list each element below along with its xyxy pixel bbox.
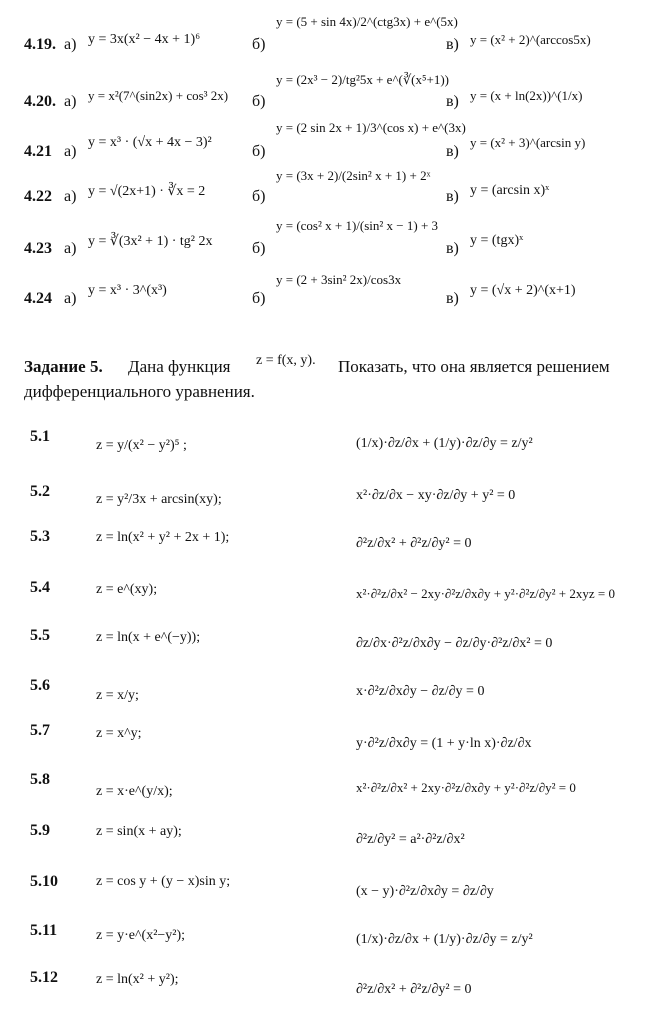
problem-number: 4.21 — [24, 143, 52, 160]
part-label: в) — [446, 93, 459, 110]
function: z = x/y; — [96, 688, 139, 703]
problem-number: 5.4 — [30, 579, 50, 596]
part-label: б) — [252, 143, 266, 160]
equation: x²·∂²z/∂x² − 2xy·∂²z/∂x∂y + y²·∂²z/∂y² + 2xyz = 0 — [356, 586, 615, 601]
part-label: в) — [446, 188, 459, 205]
problem-number: 5.12 — [30, 969, 58, 986]
function: z = cos y + (y − x)sin y; — [96, 874, 231, 889]
part-label: а) — [64, 240, 77, 257]
task-text: Дана функция — [128, 357, 231, 376]
part-label: б) — [252, 240, 266, 257]
part-label: в) — [446, 240, 459, 257]
equation: ∂z/∂x·∂²z/∂x∂y − ∂z/∂y·∂²z/∂x² = 0 — [356, 636, 553, 651]
part-label: а) — [64, 143, 77, 160]
problem-number: 4.22 — [24, 188, 52, 205]
problem-number: 5.5 — [30, 627, 50, 644]
problem-number: 5.6 — [30, 677, 50, 694]
part-label: б) — [252, 188, 266, 205]
part-label: б) — [252, 290, 266, 307]
problem-number: 4.19. — [24, 36, 56, 53]
formula: y = (tgx)ˣ — [470, 233, 524, 248]
formula: y = (x² + 3)^(arcsin y) — [470, 135, 586, 150]
equation: x²·∂z/∂x − xy·∂z/∂y + y² = 0 — [356, 488, 516, 503]
problem-number: 4.24 — [24, 290, 52, 307]
formula: y = (√x + 2)^(x+1) — [470, 283, 576, 298]
function: z = e^(xy); — [96, 582, 158, 597]
equation: x²·∂²z/∂x² + 2xy·∂²z/∂x∂y + y²·∂²z/∂y² = 0 — [356, 780, 576, 795]
function: z = y·e^(x²−y²); — [96, 928, 186, 943]
task-text: дифференциального уравнения. — [24, 382, 255, 401]
formula: y = ∛(3x² + 1) · tg² 2x — [88, 234, 213, 249]
equation: x·∂²z/∂x∂y − ∂z/∂y = 0 — [356, 684, 485, 699]
problem-number: 4.20. — [24, 93, 56, 110]
task-function: z = f(x, y). — [256, 353, 316, 368]
part-label: а) — [64, 290, 77, 307]
function: z = ln(x + e^(−y)); — [96, 630, 201, 645]
part-label: а) — [64, 36, 77, 53]
equation: y·∂²z/∂x∂y = (1 + y·ln x)·∂z/∂x — [356, 736, 532, 751]
function: z = ln(x² + y² + 2x + 1); — [96, 530, 230, 545]
formula: y = √(2x+1) · ∛x = 2 — [88, 184, 206, 199]
problem-number: 5.7 — [30, 722, 50, 739]
problem-number: 5.11 — [30, 922, 58, 939]
formula: y = x³ · (√x + 4x − 3)² — [88, 135, 212, 150]
function: z = sin(x + ay); — [96, 824, 182, 839]
equation: (1/x)·∂z/∂x + (1/y)·∂z/∂y = z/y² — [356, 932, 533, 947]
formula: y = (2 + 3sin² 2x)/cos3x — [276, 272, 402, 287]
formula: y = (5 + sin 4x)/2^(ctg3x) + e^(5x) — [276, 14, 458, 29]
equation: (1/x)·∂z/∂x + (1/y)·∂z/∂y = z/y² — [356, 436, 533, 451]
problem-number: 5.9 — [30, 822, 50, 839]
part-label: а) — [64, 93, 77, 110]
part-label: в) — [446, 143, 459, 160]
problem-number: 5.10 — [30, 873, 58, 890]
formula: y = (2 sin 2x + 1)/3^(cos x) + e^(3x) — [276, 120, 466, 135]
task-text: Показать, что она является решением — [338, 357, 610, 376]
part-label: в) — [446, 36, 459, 53]
part-label: в) — [446, 290, 459, 307]
equation: ∂²z/∂x² + ∂²z/∂y² = 0 — [356, 982, 472, 997]
part-label: а) — [64, 188, 77, 205]
function: z = ln(x² + y²); — [96, 972, 179, 987]
formula: y = (x² + 2)^(arccos5x) — [470, 32, 591, 47]
problem-number: 5.8 — [30, 771, 50, 788]
function: z = y²/3x + arcsin(xy); — [96, 492, 222, 507]
equation: (x − y)·∂²z/∂x∂y = ∂z/∂y — [356, 884, 494, 899]
formula: y = (arcsin x)ˣ — [470, 183, 550, 198]
formula: y = 3x(x² − 4x + 1)⁶ — [88, 32, 201, 47]
problem-number: 5.1 — [30, 428, 50, 445]
problem-number: 4.23 — [24, 240, 52, 257]
function: z = x^y; — [96, 726, 142, 741]
formula: y = (x + ln(2x))^(1/x) — [470, 88, 583, 103]
function: z = x·e^(y/x); — [96, 784, 173, 799]
problem-number: 5.3 — [30, 528, 50, 545]
function: z = y/(x² − y²)⁵ ; — [96, 438, 187, 453]
equation: ∂²z/∂y² = a²·∂²z/∂x² — [356, 832, 465, 847]
part-label: б) — [252, 93, 266, 110]
formula: y = (cos² x + 1)/(sin² x − 1) + 3 — [276, 218, 439, 233]
formula: y = x²(7^(sin2x) + cos³ 2x) — [88, 88, 229, 103]
formula: y = x³ · 3^(x³) — [88, 283, 167, 298]
formula: y = (2x³ − 2)/tg²5x + e^(∛(x⁵+1)) — [276, 72, 450, 87]
problem-number: 5.2 — [30, 483, 50, 500]
task-title: Задание 5. — [24, 357, 103, 376]
part-label: б) — [252, 36, 266, 53]
equation: ∂²z/∂x² + ∂²z/∂y² = 0 — [356, 536, 472, 551]
formula: y = (3x + 2)/(2sin² x + 1) + 2ˣ — [276, 168, 431, 183]
